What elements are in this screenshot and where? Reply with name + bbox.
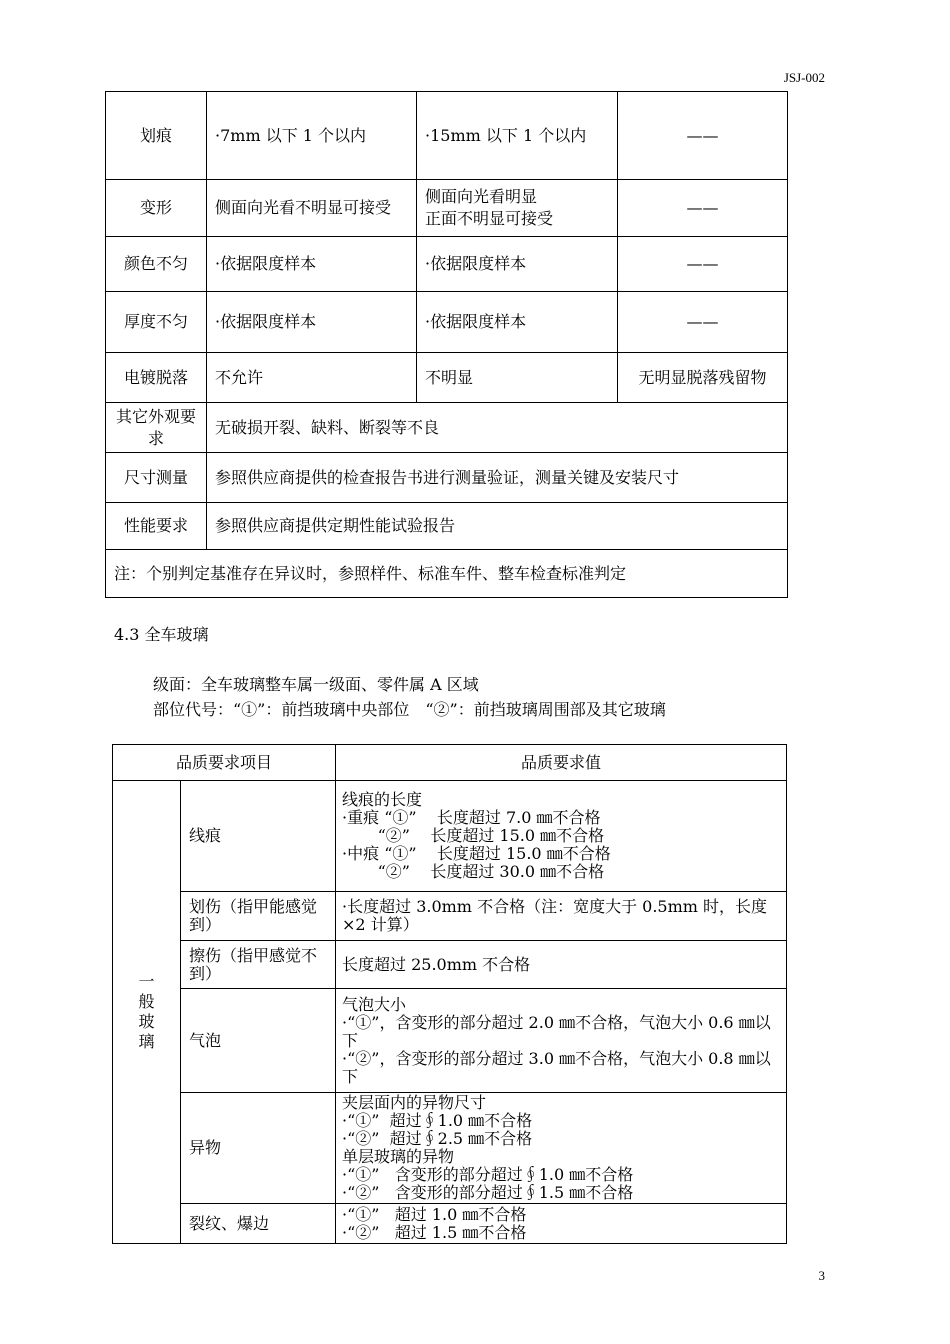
row-label: 性能要求: [106, 503, 207, 550]
table-row: [106, 550, 788, 598]
table-row: [106, 503, 788, 550]
table-row: [113, 781, 787, 892]
criteria-cell: 侧面向光看不明显可接受: [207, 180, 417, 237]
criteria-cell: ——: [618, 180, 788, 237]
table-row: [106, 237, 788, 292]
item-cell: 异物: [181, 1093, 336, 1204]
row-label: 厚度不匀: [106, 292, 207, 353]
value-cell: ·长度超过 3.0mm 不合格（注：宽度大于 0.5mm 时，长度×2 计算）: [336, 892, 787, 941]
table-row: [113, 989, 787, 1093]
item-cell: 气泡: [181, 989, 336, 1093]
page-number: 3: [818, 1268, 825, 1283]
row-label: 电镀脱落: [106, 353, 207, 403]
table-row: [106, 292, 788, 353]
header-value: 品质要求值: [336, 745, 787, 781]
header-item: 品质要求项目: [113, 745, 336, 781]
table-row: [106, 453, 788, 503]
row-label: 变形: [106, 180, 207, 237]
table-row: [113, 1093, 787, 1204]
criteria-cell: 侧面向光看明显 正面不明显可接受: [417, 180, 618, 237]
row-label: 颜色不匀: [106, 237, 207, 292]
item-cell: 线痕: [181, 781, 336, 892]
value-cell: 长度超过 25.0mm 不合格: [336, 941, 787, 989]
item-cell: 划伤（指甲能感觉到）: [181, 892, 336, 941]
criteria-cell: 不允许: [207, 353, 417, 403]
value-cell: 气泡大小 ·“①”，含变形的部分超过 2.0 ㎜不合格，气泡大小 0.6 ㎜以下 ·“②”，含变形的部分超过 3.0 ㎜不合格，气泡大小 0.8 ㎜以下: [336, 989, 787, 1093]
criteria-cell: ·15mm 以下 1 个以内: [417, 92, 618, 180]
value-cell: ·“①” 超过 1.0 ㎜不合格 ·“②” 超过 1.5 ㎜不合格: [336, 1204, 787, 1244]
item-cell: 裂纹、爆边: [181, 1204, 336, 1244]
criteria-cell: ——: [618, 237, 788, 292]
section-title: 4.3 全车玻璃: [114, 625, 209, 644]
row-label: 划痕: [106, 92, 207, 180]
table-row: [106, 180, 788, 237]
criteria-cell: 不明显: [417, 353, 618, 403]
criteria-cell: ·7mm 以下 1 个以内: [207, 92, 417, 180]
criteria-cell: ·依据限度样本: [207, 292, 417, 353]
appearance-criteria-table: [105, 91, 788, 598]
note-cell: 注：个别判定基准存在异议时，参照样件、标准车件、整车检查标准判定: [106, 550, 788, 598]
row-label: 尺寸测量: [106, 453, 207, 503]
table-row: [113, 1204, 787, 1244]
criteria-cell: ——: [618, 92, 788, 180]
category-cell: 一 般 玻 璃: [113, 781, 181, 1244]
table-row: [106, 92, 788, 180]
glass-quality-table: [112, 744, 787, 1244]
criteria-cell: ——: [618, 292, 788, 353]
part-code-text: 部位代号：“①”：前挡玻璃中央部位 “②”：前挡玻璃周围部及其它玻璃: [153, 700, 666, 719]
criteria-cell: 参照供应商提供定期性能试验报告: [207, 503, 788, 550]
surface-level-text: 级面：全车玻璃整车属一级面、零件属 A 区域: [153, 675, 479, 694]
value-cell: 夹层面内的异物尺寸 ·“①” 超过∮1.0 ㎜不合格 ·“②” 超过∮2.5 ㎜不合格 单层玻璃的异物 ·“①” 含变形的部分超过∮1.0 ㎜不合格 ·“②” 含变形的部分超过∮1.5 ㎜不合格: [336, 1093, 787, 1204]
table-row: [113, 892, 787, 941]
table-row: [106, 353, 788, 403]
document-code: JSJ-002: [783, 70, 825, 85]
table-header-row: [113, 745, 787, 781]
item-cell: 擦伤（指甲感觉不到）: [181, 941, 336, 989]
row-label: 其它外观要求: [106, 403, 207, 453]
value-cell: 线痕的长度 ·重痕 “①” 长度超过 7.0 ㎜不合格 “②” 长度超过 15.0 ㎜不合格 ·中痕 “①” 长度超过 15.0 ㎜不合格 “②” 长度超过 30.0 ㎜不合格: [336, 781, 787, 892]
criteria-cell: ·依据限度样本: [207, 237, 417, 292]
criteria-cell: 无破损开裂、缺料、断裂等不良: [207, 403, 788, 453]
criteria-cell: ·依据限度样本: [417, 237, 618, 292]
criteria-cell: 无明显脱落残留物: [618, 353, 788, 403]
table-row: [106, 403, 788, 453]
table-row: [113, 941, 787, 989]
criteria-cell: 参照供应商提供的检查报告书进行测量验证，测量关键及安装尺寸: [207, 453, 788, 503]
criteria-cell: ·依据限度样本: [417, 292, 618, 353]
